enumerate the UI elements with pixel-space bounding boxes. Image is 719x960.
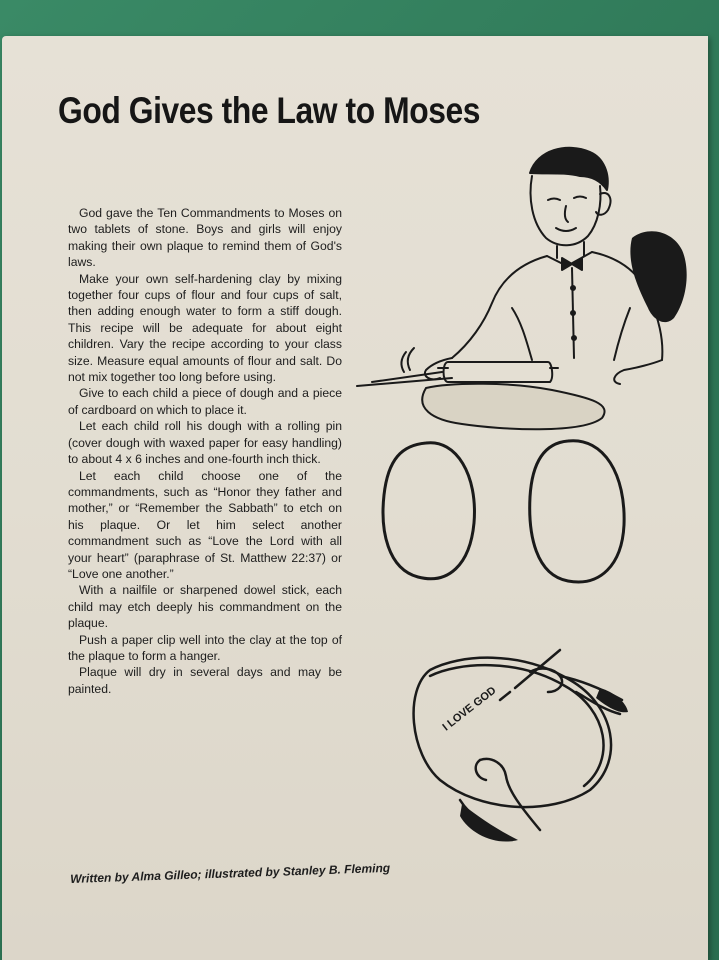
paragraph-commandment: Let each child choose one of the commandments, such as “Honor they father and mother,” or “Remember the Sabbath” to etch on his plaque. Or let him select another commandment such as “Love the Lord with all your heart” (paraphrase of St. Matthew 22:37) or “Love one another.” (68, 468, 342, 581)
child-etching-plaque-illustration (400, 640, 640, 860)
instructions-body (68, 205, 342, 697)
paragraph-etch: With a nailfile or sharpened dowel stick, each child may etch deeply his commandment on the plaque. (68, 583, 342, 631)
paragraph-hanger: Push a paper clip well into the clay at the top of the plaque to form a hanger. (68, 632, 342, 663)
blank-plaque-ovals-illustration (378, 435, 638, 585)
plaque-etched-text: I LOVE GOD (440, 684, 499, 734)
paragraph-dough: Give to each child a piece of dough and a piece of cardboard on which to place it. (68, 386, 342, 417)
page-title: God Gives the Law to Moses (58, 90, 481, 131)
boy-rolling-dough-illustration (352, 138, 702, 438)
paragraph-roll: Let each child roll his dough with a rolling pin (cover dough with waxed paper for easy handling) to about 4 x 6 inches and one-fourth inch thick. (68, 419, 342, 467)
paragraph-clay-recipe: Make your own self-hardening clay by mixing together four cups of flour and four cups of salt, then adding enough water to form a stiff dough. This recipe will be adequate for about eight children. Vary the recipe according to your class size. Measure equal amounts of flour and salt. Do not mix together too long before using. (68, 271, 342, 385)
author-credit: Written by Alma Gilleo; illustrated by Stanley B. Fleming (70, 860, 391, 886)
paragraph-dry: Plaque will dry in several days and may be painted. (68, 665, 342, 696)
paragraph-intro: God gave the Ten Commandments to Moses on two tablets of stone. Boys and girls will enjoy making their own plaque to remind them of God's laws. (68, 206, 342, 270)
